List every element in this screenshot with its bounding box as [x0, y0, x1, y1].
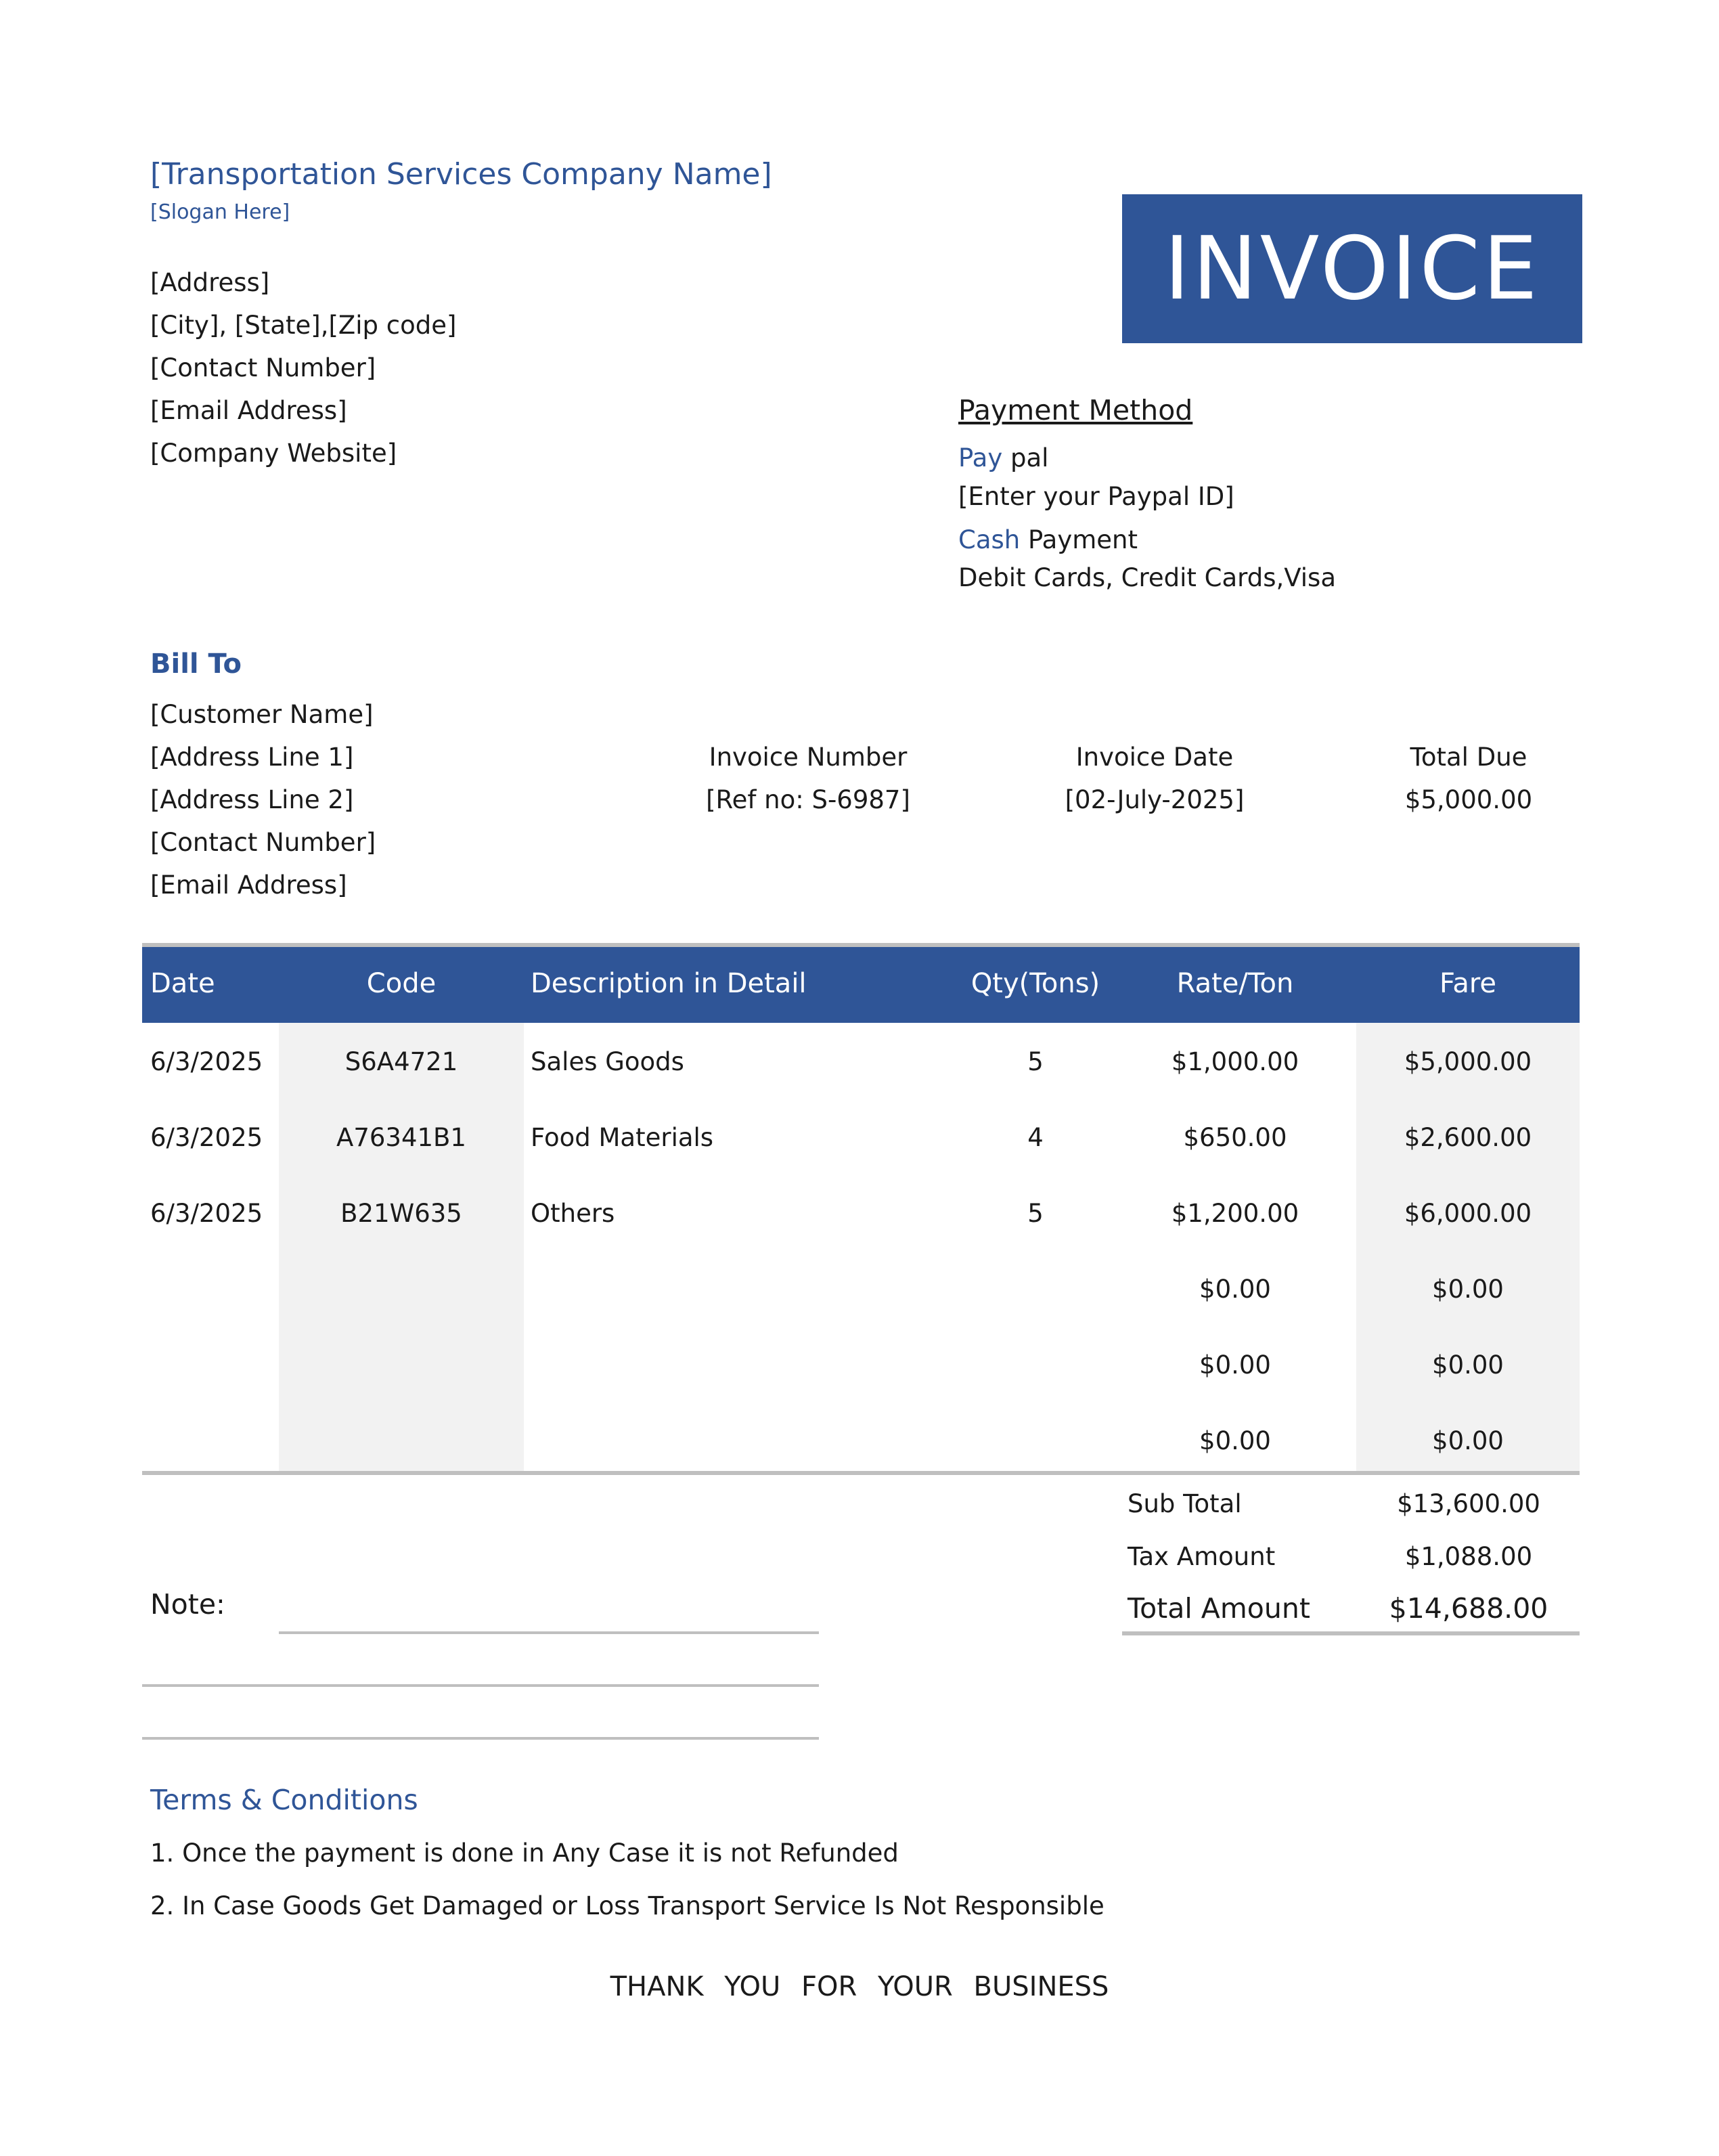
- customer-email: [Email Address]: [150, 871, 347, 900]
- invoice-date-label: Invoice Date: [1075, 743, 1234, 772]
- header-rate: Rate/Ton: [1176, 968, 1294, 999]
- total-amount-value: $14,688.00: [1389, 1592, 1548, 1625]
- term-item-2: 2. In Case Goods Get Damaged or Loss Transport Service Is Not Responsible: [150, 1891, 1104, 1920]
- code-column-shade: [279, 1023, 524, 1471]
- cell-desc: Sales Goods: [531, 1047, 684, 1076]
- header-date: Date: [150, 968, 215, 999]
- cell-fare: $2,600.00: [1404, 1123, 1532, 1152]
- company-name: [Transportation Services Company Name]: [150, 157, 772, 192]
- cell-fare: $0.00: [1432, 1350, 1504, 1380]
- tax-value: $1,088.00: [1404, 1542, 1533, 1571]
- header-code: Code: [366, 968, 437, 999]
- tax-label: Tax Amount: [1128, 1542, 1276, 1571]
- subtotal-label: Sub Total: [1128, 1489, 1242, 1518]
- total-due: $5,000.00: [1404, 785, 1533, 814]
- thank-you-message: THANK YOU FOR YOUR BUSINESS: [610, 1971, 1109, 2002]
- cash-suffix: Payment: [1028, 525, 1138, 554]
- total-due-label: Total Due: [1410, 743, 1527, 772]
- customer-address-1: [Address Line 1]: [150, 743, 354, 772]
- note-line-1: [279, 1631, 819, 1634]
- paypal-label: Pay: [958, 443, 1003, 472]
- company-city-state-zip: [City], [State],[Zip code]: [150, 311, 457, 340]
- header-qty: Qty(Tons): [970, 968, 1100, 999]
- cell-desc: Food Materials: [531, 1123, 714, 1152]
- note-line-3: [142, 1737, 819, 1740]
- cell-code: B21W635: [340, 1199, 462, 1228]
- fare-column-shade: [1356, 1023, 1580, 1471]
- customer-name: [Customer Name]: [150, 700, 374, 729]
- company-email: [Email Address]: [150, 396, 347, 425]
- cell-fare: $0.00: [1432, 1426, 1504, 1455]
- cell-rate: $0.00: [1199, 1350, 1271, 1380]
- invoice-date: [02-July-2025]: [1065, 785, 1245, 814]
- invoice-banner: [1122, 194, 1582, 343]
- company-address: [Address]: [150, 268, 270, 297]
- total-underline: [1122, 1631, 1580, 1635]
- cell-rate: $650.00: [1183, 1123, 1287, 1152]
- cell-fare: $6,000.00: [1404, 1199, 1532, 1228]
- payment-cards: Debit Cards, Credit Cards,Visa: [958, 563, 1336, 592]
- cell-date: 6/3/2025: [150, 1199, 263, 1228]
- cell-qty: 5: [1027, 1047, 1044, 1076]
- cell-rate: $1,200.00: [1171, 1199, 1299, 1228]
- company-contact: [Contact Number]: [150, 353, 376, 382]
- bill-to-title: Bill To: [150, 648, 242, 680]
- note-label: Note:: [150, 1588, 225, 1621]
- terms-title: Terms & Conditions: [150, 1784, 418, 1816]
- cell-rate: $0.00: [1199, 1426, 1271, 1455]
- header-description: Description in Detail: [531, 968, 807, 999]
- cell-desc: Others: [531, 1199, 615, 1228]
- header-fare: Fare: [1439, 968, 1497, 999]
- cell-qty: 4: [1027, 1123, 1044, 1152]
- customer-contact: [Contact Number]: [150, 828, 376, 857]
- cell-code: S6A4721: [344, 1047, 458, 1076]
- cell-date: 6/3/2025: [150, 1047, 263, 1076]
- total-amount-label: Total Amount: [1128, 1592, 1310, 1625]
- company-slogan: [Slogan Here]: [150, 200, 290, 224]
- invoice-title: INVOICE: [1164, 218, 1540, 320]
- payment-paypal: [958, 443, 1048, 472]
- cell-rate: $1,000.00: [1171, 1047, 1299, 1076]
- subtotal-value: $13,600.00: [1397, 1489, 1540, 1518]
- note-line-2: [142, 1684, 819, 1687]
- paypal-id: [Enter your Paypal ID]: [958, 482, 1234, 511]
- invoice-number-label: Invoice Number: [709, 743, 908, 772]
- cell-fare: $0.00: [1432, 1275, 1504, 1304]
- term-item-1: 1. Once the payment is done in Any Case it is not Refunded: [150, 1839, 899, 1868]
- cell-code: A76341B1: [336, 1123, 466, 1152]
- paypal-suffix: pal: [1010, 443, 1049, 472]
- cell-fare: $5,000.00: [1404, 1047, 1532, 1076]
- cell-qty: 5: [1027, 1199, 1044, 1228]
- cash-label: Cash: [958, 525, 1021, 554]
- table-bottom-border: [142, 1471, 1580, 1475]
- customer-address-2: [Address Line 2]: [150, 785, 354, 814]
- company-website: [Company Website]: [150, 439, 397, 468]
- cell-rate: $0.00: [1199, 1275, 1271, 1304]
- payment-method-title: Payment Method: [958, 394, 1193, 426]
- invoice-number: [Ref no: S-6987]: [706, 785, 910, 814]
- cell-date: 6/3/2025: [150, 1123, 263, 1152]
- payment-cash: [958, 525, 1138, 554]
